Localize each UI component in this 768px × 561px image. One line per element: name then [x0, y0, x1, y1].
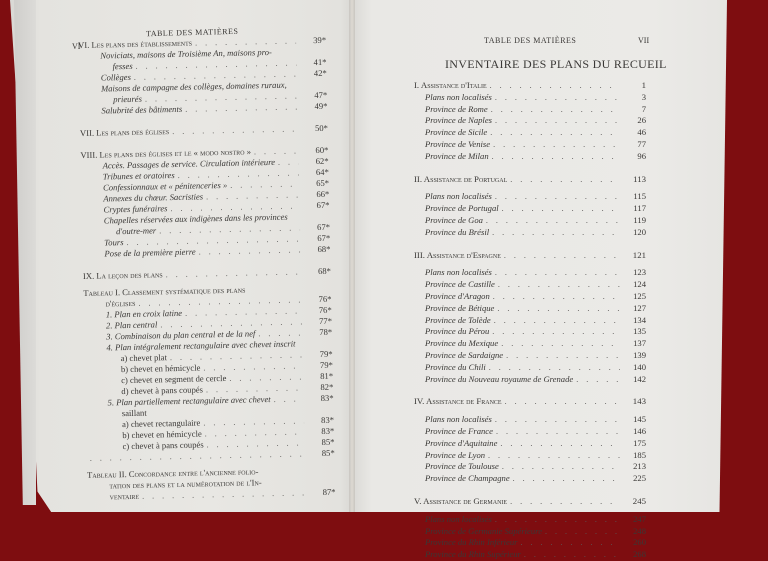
province-label: Plans non localisés	[414, 267, 495, 278]
leader-dots	[495, 93, 620, 104]
province-page: 225	[620, 473, 646, 484]
leader-dots	[490, 81, 620, 92]
province-page: 123	[620, 267, 646, 278]
province-page: 46	[620, 127, 646, 138]
entry-page: 62*	[316, 156, 329, 167]
province-page: 140	[620, 362, 646, 373]
province-entry	[414, 526, 646, 538]
leader-dots	[495, 515, 620, 526]
leader-dots	[497, 304, 620, 315]
leader-dots	[506, 351, 620, 362]
entry-label: IX. La leçon des plans	[83, 269, 166, 282]
province-label: Province de France	[414, 426, 496, 437]
province-label: Province de Sardaigne	[414, 350, 506, 361]
entry-label: Salubrité des bâtiments	[79, 104, 185, 117]
entry-page: 85*	[322, 448, 335, 459]
section-label: II. Assistance de Portugal	[414, 174, 510, 185]
province-entry	[414, 127, 646, 139]
province-page: 127	[620, 303, 646, 314]
section-entry	[414, 396, 646, 408]
section-label: III. Assistance d'Espagne	[414, 250, 504, 261]
province-label: Plans non localisés	[414, 414, 495, 425]
province-page: 120	[620, 227, 646, 238]
entry-label: VI. Les plans des établissements	[78, 38, 195, 51]
entry-label: VIII. Les plans des églises et le « modo nostro »	[80, 146, 254, 161]
leader-dots	[576, 375, 620, 386]
entry-label: VII. Les plans des églises	[80, 126, 172, 139]
section-label: I. Assistance d'Italie	[414, 80, 490, 91]
province-label: Province de Bétique	[414, 303, 497, 314]
entry-label: saillant	[86, 408, 150, 420]
entry-page: 83*	[321, 415, 334, 426]
entry-label: Collèges	[79, 72, 134, 84]
province-entry	[414, 537, 646, 549]
leader-dots	[494, 316, 620, 327]
province-entry	[414, 104, 646, 116]
province-entry	[414, 426, 646, 438]
leader-dots	[510, 497, 620, 508]
entry-page: 78*	[319, 327, 332, 338]
province-entry	[414, 514, 646, 526]
leader-dots	[185, 101, 298, 114]
entry-page: 68*	[317, 244, 330, 255]
entry-label: a) chevet plat	[85, 352, 171, 365]
province-entry	[414, 338, 646, 350]
province-entry	[414, 450, 646, 462]
entry-label: 4. Plan intégralement rectangulaire avec chevet inscrit	[84, 338, 298, 353]
entry-page: 67*	[317, 222, 330, 233]
province-entry	[414, 374, 646, 386]
section-entry	[414, 250, 646, 262]
province-page: 185	[620, 450, 646, 461]
province-label: Province de Lyon	[414, 450, 488, 461]
leader-dots	[274, 393, 304, 405]
province-page: 146	[620, 426, 646, 437]
province-entry	[414, 414, 646, 426]
province-entry	[414, 549, 646, 561]
entry-label: b) chevet en hémicycle	[86, 428, 205, 441]
province-label: Province de Castille	[414, 279, 498, 290]
province-label: Province du Pérou	[414, 326, 492, 337]
leader-dots	[492, 228, 620, 239]
province-label: Province de Germanie Supérieure	[414, 526, 545, 537]
leader-dots	[495, 415, 620, 426]
leader-dots	[495, 192, 620, 203]
province-page: 125	[620, 291, 646, 302]
section-entry	[414, 174, 646, 186]
province-page: 134	[620, 315, 646, 326]
province-label: Province de Champagne	[414, 473, 513, 484]
entry-label: prieurés	[79, 94, 145, 106]
entry-page: 41*	[314, 57, 327, 68]
province-entry	[414, 215, 646, 227]
province-entry	[414, 291, 646, 303]
leader-dots	[496, 427, 620, 438]
entry-page: 83*	[321, 426, 334, 437]
province-label: Province de Toulouse	[414, 461, 502, 472]
entry-label: c) chevet en segment de cercle	[85, 373, 229, 387]
province-page: 145	[620, 414, 646, 425]
left-running-head: TABLE DES MATIÈRES	[146, 27, 239, 38]
province-label: Province du Chili	[414, 362, 489, 373]
entry-page: 47*	[314, 90, 327, 101]
entry-label: Tableau II. Concordance entre l'ancienne folio-	[87, 466, 262, 481]
leader-dots	[493, 140, 620, 151]
province-entry	[414, 461, 646, 473]
province-label: Province de Sicile	[414, 127, 490, 138]
entry-page: 67*	[317, 233, 330, 244]
province-entry	[414, 473, 646, 485]
entry-label: d) chevet à pans coupés	[85, 384, 206, 398]
province-label: Plans non localisés	[414, 514, 495, 525]
entry-label: 5. Plan partiellement rectangulaire avec chevet	[85, 394, 273, 409]
entry-page: 49*	[314, 101, 327, 112]
entry-label: Tableau I. Classement systématique des plans	[83, 284, 248, 298]
section-label: V. Assistance de Germanie	[414, 496, 510, 507]
section-page: 1	[620, 80, 646, 91]
province-label: Province du Rhin Inférieur	[414, 537, 521, 548]
province-entry	[414, 227, 646, 239]
section-label: IV. Assistance de France	[414, 396, 505, 407]
entry-page: 50*	[315, 123, 328, 134]
province-entry	[414, 191, 646, 203]
province-label: Plans non localisés	[414, 92, 495, 103]
leader-dots	[524, 550, 620, 561]
entry-label: Chapelles réservées aux indigènes dans les provinces	[82, 212, 291, 227]
entry-label: 2. Plan central	[84, 319, 161, 332]
entry-page: 82*	[320, 382, 333, 393]
leader-dots	[521, 538, 620, 549]
province-page: 96	[620, 151, 646, 162]
entry-label: tation des plans et la numérotation de l'In-	[87, 477, 265, 492]
province-page: 260	[620, 537, 646, 548]
province-page: 137	[620, 338, 646, 349]
province-page: 213	[620, 461, 646, 472]
leader-dots	[498, 280, 620, 291]
entry-label: 3. Combinaison du plan central et de la nef	[84, 328, 258, 343]
leader-dots	[501, 339, 620, 350]
leader-dots	[502, 462, 620, 473]
entry-label: Accès. Passages de service. Circulation intérieure	[81, 157, 279, 172]
province-label: Province de Venise	[414, 139, 493, 150]
leader-dots	[492, 327, 620, 338]
entry-label: a) chevet rectangulaire	[86, 417, 203, 430]
province-page: 3	[620, 92, 646, 103]
province-label: Province d'Aragon	[414, 291, 493, 302]
entry-page: 76*	[318, 294, 331, 305]
entry-label: d'églises	[83, 298, 138, 310]
province-label: Province du Brésil	[414, 227, 492, 238]
province-label: Province de Portugal	[414, 203, 502, 214]
section-page: 113	[620, 174, 646, 185]
right-running-head: TABLE DES MATIÈRES	[484, 36, 576, 45]
leader-dots	[502, 204, 620, 215]
leader-dots	[488, 451, 620, 462]
entry-label: Pose de la première pierre	[82, 247, 198, 260]
entry-label: fesses	[78, 61, 135, 73]
entry-label: Tours	[82, 237, 127, 249]
province-entry	[414, 92, 646, 104]
leader-dots	[495, 268, 620, 279]
entry-page: 66*	[316, 189, 329, 200]
province-page: 124	[620, 279, 646, 290]
province-entry	[414, 279, 646, 291]
section-page: 245	[620, 496, 646, 507]
province-entry	[414, 315, 646, 327]
leader-dots	[510, 175, 620, 186]
province-entry	[414, 115, 646, 127]
section-page: 143	[620, 396, 646, 407]
province-page: 139	[620, 350, 646, 361]
province-entry	[414, 139, 646, 151]
entry-label: Tribunes et oratoires	[81, 170, 178, 183]
province-entry	[414, 438, 646, 450]
leader-dots	[258, 327, 302, 339]
province-page: 135	[620, 326, 646, 337]
entry-page: 81*	[320, 371, 333, 382]
entry-page: 68*	[318, 266, 331, 277]
province-page: 247	[620, 514, 646, 525]
province-page: 268	[620, 549, 646, 560]
leader-dots	[491, 105, 620, 116]
right-toc	[414, 80, 646, 561]
province-page: 7	[620, 104, 646, 115]
province-page: 115	[620, 191, 646, 202]
entry-label: c) chevet à pans coupés	[86, 439, 206, 453]
entry-label: ventaire	[87, 491, 142, 503]
leader-dots	[495, 116, 620, 127]
entry-label: 1. Plan en croix latine	[84, 308, 186, 321]
province-label: Province de Naples	[414, 115, 495, 126]
province-entry	[414, 267, 646, 279]
entry-page: 79*	[320, 360, 333, 371]
entry-label: Cryptes funéraires	[81, 203, 170, 216]
province-page: 77	[620, 139, 646, 150]
leader-dots	[486, 216, 620, 227]
province-label: Province de Tolède	[414, 315, 494, 326]
province-page: 117	[620, 203, 646, 214]
section-entry	[414, 496, 646, 508]
leader-dots	[504, 251, 620, 262]
right-folio: VII	[638, 36, 649, 45]
province-page: 142	[620, 374, 646, 385]
entry-page: 76*	[319, 305, 332, 316]
entry-page: 77*	[319, 316, 332, 327]
entry-page: 85*	[321, 437, 334, 448]
entry-page: 83*	[321, 393, 334, 404]
entry-label: Maisons de campagne des collèges, domaines ruraux,	[79, 80, 290, 95]
province-label: Province de Goa	[414, 215, 486, 226]
entry-label: Confessionnaux et « pénitenceries »	[81, 180, 230, 194]
entry-page: 64*	[316, 167, 329, 178]
leader-dots	[490, 128, 620, 139]
entry-page: 39*	[313, 35, 326, 46]
entry-page: 65*	[316, 178, 329, 189]
province-label: Province du Nouveau royaume de Grenade	[414, 374, 576, 385]
section-entry	[414, 80, 646, 92]
entry-label: Noviciats, maisons de Troisième An, maisons pro-	[78, 47, 275, 62]
province-entry	[414, 362, 646, 374]
leader-dots	[545, 527, 620, 538]
province-entry	[414, 326, 646, 338]
province-label: Province d'Aquitaine	[414, 438, 500, 449]
entry-page: 60*	[315, 145, 328, 156]
inventory-title: INVENTAIRE DES PLANS DU RECUEIL	[445, 57, 667, 72]
province-label: Province de Rome	[414, 104, 491, 115]
leader-dots	[505, 397, 620, 408]
province-label: Province du Mexique	[414, 338, 501, 349]
leader-dots	[513, 474, 620, 485]
province-page: 26	[620, 115, 646, 126]
province-entry	[414, 203, 646, 215]
entry-page: 87*	[323, 487, 336, 498]
leader-dots	[500, 439, 620, 450]
province-entry	[414, 350, 646, 362]
province-entry	[414, 151, 646, 163]
province-page: 248	[620, 526, 646, 537]
entry-page: 67*	[317, 200, 330, 211]
entry-label: Annexes du chœur. Sacristies	[81, 191, 206, 205]
leader-dots	[199, 244, 301, 257]
province-page: 175	[620, 438, 646, 449]
page-edge	[14, 0, 36, 505]
leader-dots	[492, 152, 620, 163]
section-page: 121	[620, 250, 646, 261]
province-page: 119	[620, 215, 646, 226]
province-label: Province de Milan	[414, 151, 492, 162]
left-folio: VI	[72, 42, 80, 51]
province-entry	[414, 303, 646, 315]
province-label: Plans non localisés	[414, 191, 495, 202]
entry-page: 42*	[314, 68, 327, 79]
entry-label: b) chevet en hémicycle	[85, 362, 204, 375]
leader-dots	[489, 363, 620, 374]
entry-page: 79*	[320, 349, 333, 360]
leader-dots	[278, 156, 299, 167]
leader-dots	[493, 292, 620, 303]
book-gutter	[349, 0, 355, 512]
province-label: Province du Rhin Supérieur	[414, 549, 524, 560]
entry-label: d'outre-mer	[82, 225, 159, 238]
left-toc	[78, 35, 310, 503]
